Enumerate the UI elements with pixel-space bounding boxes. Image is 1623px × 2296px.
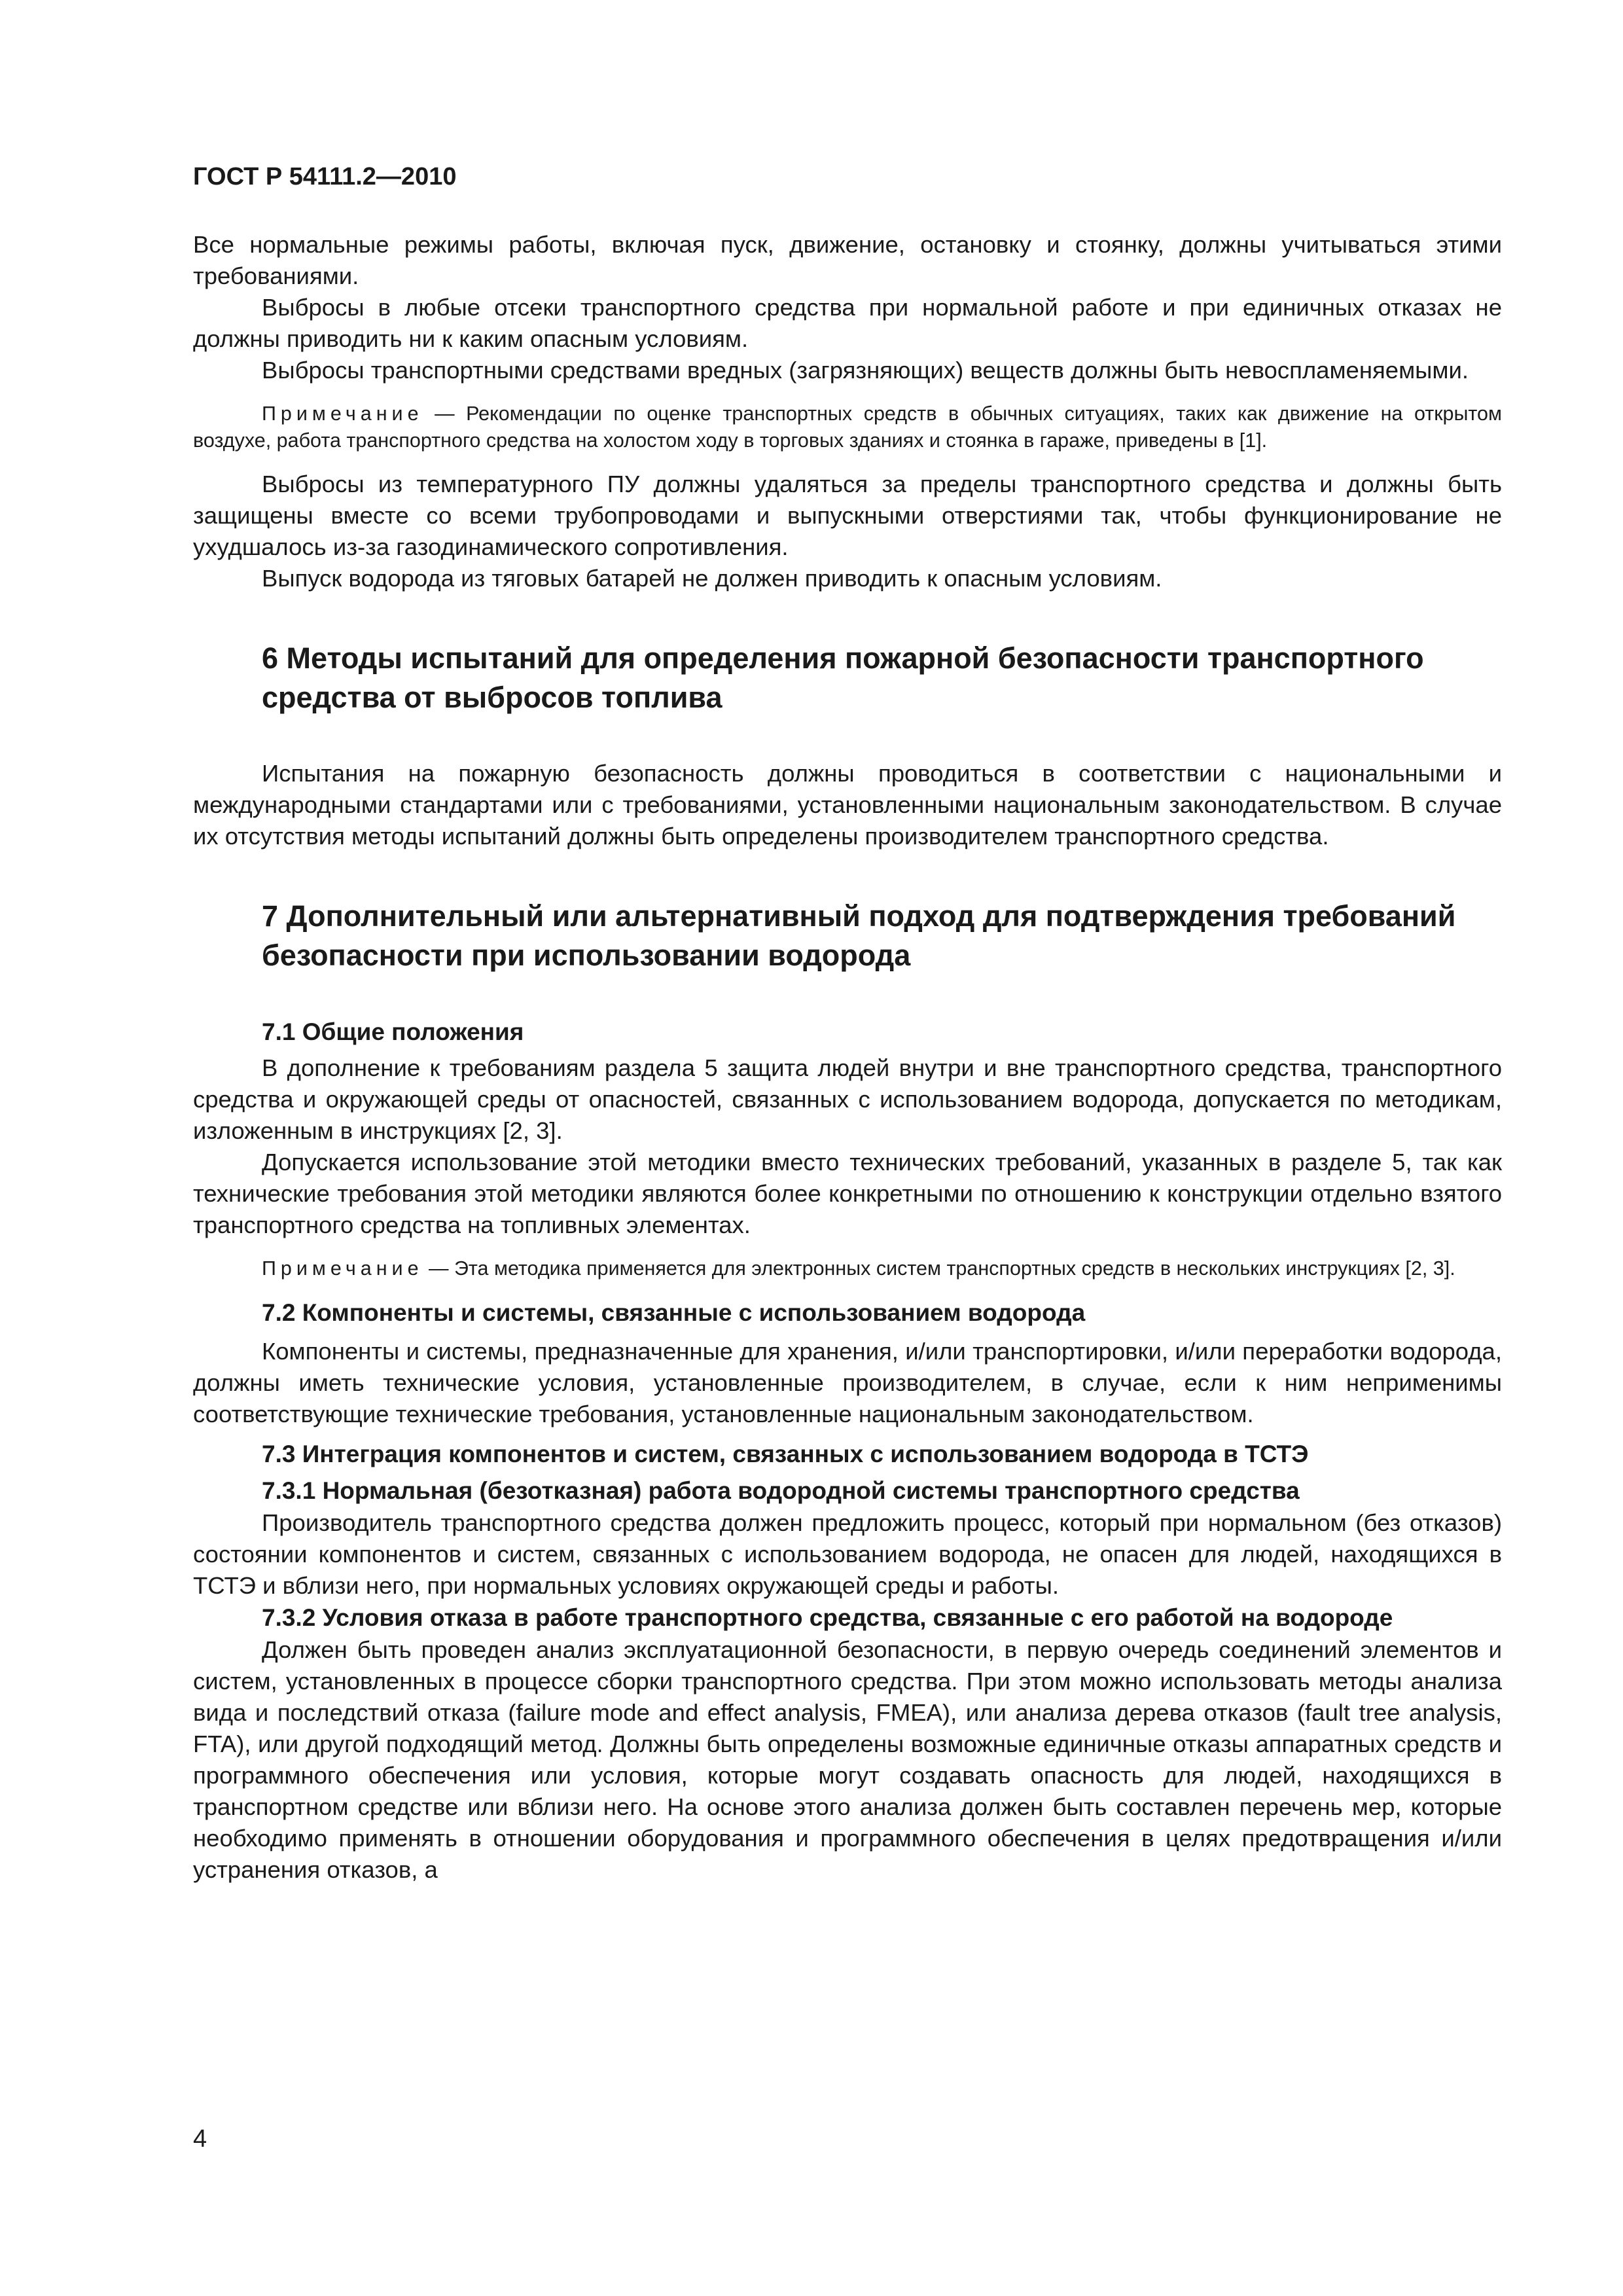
intro-paragraph-3: Выбросы транспортными средствами вредных (загрязняющих) веществ должны быть невоспламеняемыми. <box>262 357 1469 384</box>
section-6-paragraph: Испытания на пожарную безопасность должны проводиться в соответствии с национальными и международными стандартами или с требованиями, установленными национальным законодательством. В случае их отсутствия методы испытаний должны быть определены производителем транспортного средства. <box>193 760 1502 850</box>
section-7-heading: 7 Дополнительный или альтернативный подход для подтверждения требований безопасности при использовании водорода <box>262 899 1456 972</box>
subsection-7-3-1-heading: 7.3.1 Нормальная (безотказная) работа водородной системы транспортного средства <box>262 1477 1300 1504</box>
intro-note <box>193 401 1502 454</box>
subsection-7-3-2-paragraph: Должен быть проведен анализ эксплуатационной безопасности, в первую очередь соединений элементов и систем, установленных в процессе сборки транспортного средства. При этом можно использовать методы анализа вида и последствий отказа (failure mode and effect analysis, FMEA), или анализа дерева отказов (fault tree analysis, FTA), или другой подходящий метод. Должны быть определены возможные единичные отказы аппаратных средств и программного обеспечения или условия, которые могут создавать опасность для людей, находящихся в транспортном средстве или вблизи него. На основе этого анализа должен быть составлен перечень мер, которые необходимо применять в отношении оборудования и программного обеспечения в целях предотвращения и/или устранения отказов, а <box>193 1636 1502 1883</box>
section-6-heading: 6 Методы испытаний для определения пожарной безопасности транспортного средства от выбросов топлива <box>262 641 1424 714</box>
note-text: — Рекомендации по оценке транспортных средств в обычных ситуациях, таких как движение на открытом воздухе, работа транспортного средства на холостом ходу в торговых зданиях и стоянка в гараже, приведены в [1]. <box>193 403 1502 452</box>
subsection-7-3-2-heading: 7.3.2 Условия отказа в работе транспортного средства, связанные с его работой на водороде <box>262 1604 1393 1631</box>
subsection-7-1-paragraph-2: Допускается использование этой методики вместо технических требований, указанных в разделе 5, так как технические требования этой методики являются более конкретными по отношению к конструкции отдельно взятого транспортного средства на топливных элементах. <box>193 1149 1502 1238</box>
intro-paragraph-1: Все нормальные режимы работы, включая пуск, движение, остановку и стоянку, должны учитываться этими требованиями. <box>193 231 1502 289</box>
page-number: 4 <box>193 2125 207 2153</box>
subsection-7-3-heading: 7.3 Интеграция компонентов и систем, связанных с использованием водорода в ТСТЭ <box>262 1441 1309 1467</box>
intro-paragraph-4: Выбросы из температурного ПУ должны удаляться за пределы транспортного средства и должны быть защищены вместе со всеми трубопроводами и выпускными отверстиями так, чтобы функционирование не ухудшалось из-за газодинамического сопротивления. <box>193 471 1502 560</box>
note-label: Примечание <box>262 403 423 425</box>
subsection-7-3-1-paragraph: Производитель транспортного средства должен предложить процесс, который при нормальном (без отказов) состоянии компонентов и систем, связанных с использованием водорода, не опасен для людей, находящихся в ТСТЭ и вблизи него, при нормальных условиях окружающей среды и работы. <box>193 1509 1502 1599</box>
intro-paragraph-5: Выпуск водорода из тяговых батарей не должен приводить к опасным условиям. <box>262 565 1162 592</box>
note-label: Примечание <box>262 1257 423 1280</box>
document-header: ГОСТ Р 54111.2—2010 <box>193 163 457 190</box>
subsection-7-1-heading: 7.1 Общие положения <box>262 1018 524 1045</box>
subsection-7-1-paragraph-1: В дополнение к требованиям раздела 5 защита людей внутри и вне транспортного средства, транспортного средства и окружающей среды от опасностей, связанных с использованием водорода, допускается по методикам, изложенным в инструкциях [2, 3]. <box>193 1054 1502 1144</box>
subsection-7-2-paragraph: Компоненты и системы, предназначенные для хранения, и/или транспортировки, и/или переработки водорода, должны иметь технические условия, установленные производителем, в случае, если к ним неприменимы соответствующие технические требования, установленные национальным законодательством. <box>193 1338 1502 1427</box>
subsection-7-2-heading: 7.2 Компоненты и системы, связанные с использованием водорода <box>262 1299 1086 1326</box>
intro-paragraph-2: Выбросы в любые отсеки транспортного средства при нормальной работе и при единичных отказах не должны приводить ни к каким опасным условиям. <box>193 294 1502 352</box>
subsection-7-1-note <box>193 1255 1502 1282</box>
note-text: — Эта методика применяется для электронных систем транспортных средств в нескольких инструкциях [2, 3]. <box>423 1257 1455 1280</box>
document-page <box>193 160 1502 1886</box>
